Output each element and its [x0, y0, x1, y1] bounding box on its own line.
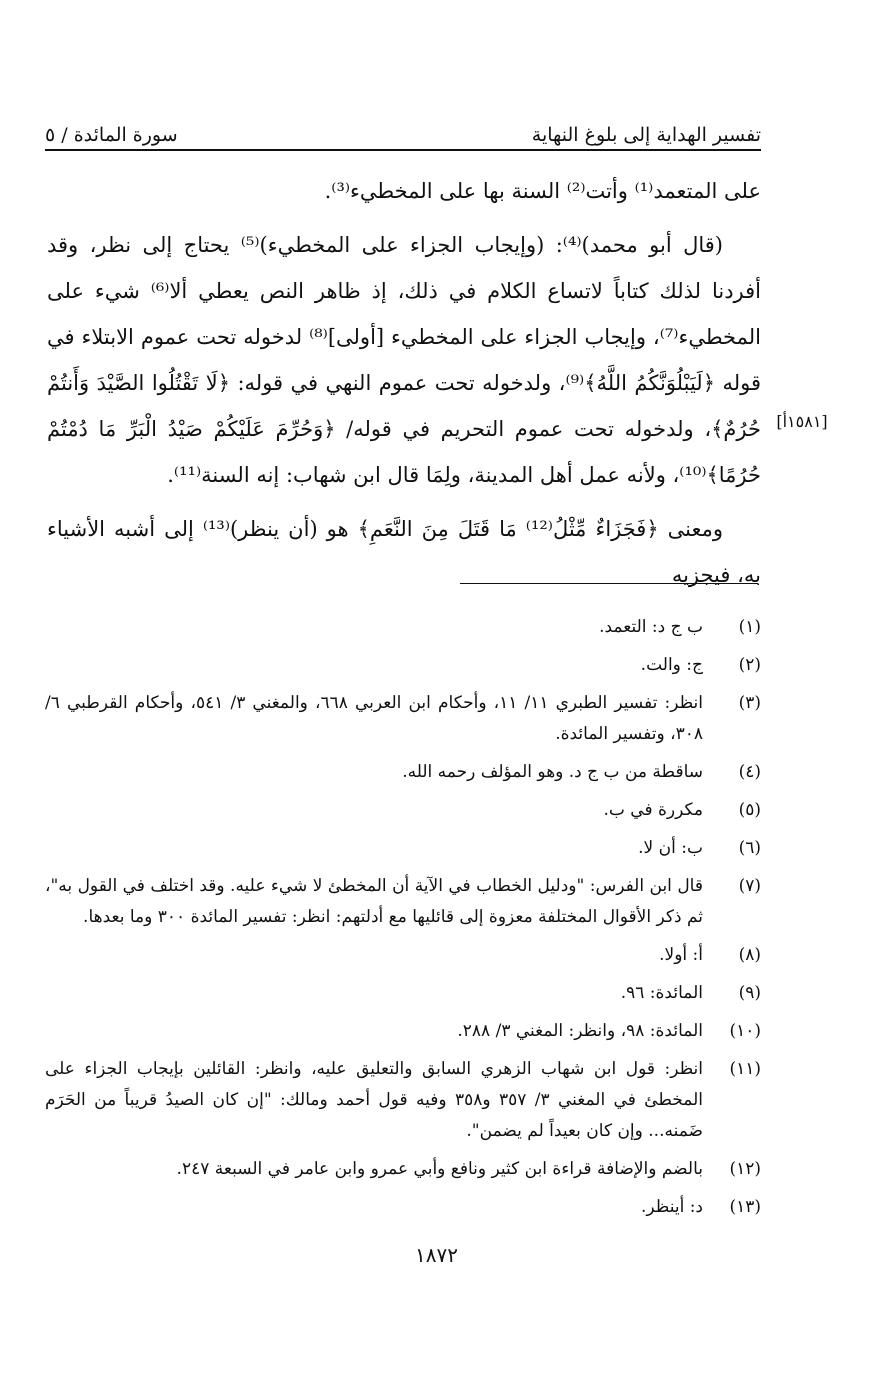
footnotes: [45, 612, 761, 1230]
footnote-number: (٩): [738, 983, 761, 1003]
footnote-number: (٨): [738, 945, 761, 965]
footnote-text: ج: والت.: [640, 655, 703, 675]
footnote-number: (١): [738, 617, 761, 637]
footnote-separator: [460, 583, 758, 584]
footnote: [45, 940, 761, 971]
footnote: [45, 612, 761, 643]
footnote: [45, 1054, 761, 1147]
footnote-text: انظر: قول ابن شهاب الزهري السابق والتعليق عليه، وانظر: القائلين بإيجاب الجزاء على المخطئ في المغني ٣/ ٣٥٧ و٣٥٨ وفيه قول أحمد ومالك: "إن كان الصيدُ قريباً من الحَرَم ضَمنه... وإن كان بعيداً لم يضمن".: [45, 1059, 704, 1141]
footnote-number: (١١): [729, 1059, 761, 1079]
footnote-number: (١٢): [729, 1159, 761, 1179]
footnote-text: المائدة: ٩٦.: [620, 983, 703, 1003]
running-head: [45, 112, 761, 146]
footnote: [45, 1016, 761, 1047]
body-paragraph-1: على المتعمد⁽¹⁾ وأتت⁽²⁾ السنة بها على المخطيء⁽³⁾.: [324, 179, 761, 203]
body-paragraph-3: ومعنى ﴿فَجَزَاءٌ مِّثْلُ⁽¹²⁾ مَا قَتَلَ مِنَ النَّعَمِ﴾ هو (أن ينظر)⁽¹³⁾ إلى أشبه الأشياء به، فيجزيه: [47, 517, 761, 587]
footnote-text: د: أينظر.: [640, 1197, 703, 1217]
footnote-text: ساقطة من ب ج د. وهو المؤلف رحمه الله.: [402, 762, 703, 782]
footnote-text: بالضم والإضافة قراءة ابن كثير ونافع وأبي عمرو وابن عامر في السبعة ٢٤٧.: [176, 1159, 703, 1179]
footnote-text: قال ابن الفرس: "ودليل الخطاب في الآية أن المخطئ لا شيء عليه. وقد اختلف في القول به"، ثم ذكر الأقوال المختلفة معزوة إلى قائليها مع أدلتهم: انظر: تفسير المائدة ٣٠٠ وما بعدها.: [45, 876, 703, 927]
footnote-number: (١٣): [729, 1197, 761, 1217]
footnote-text: انظر: تفسير الطبري ١١/ ١١، وأحكام ابن العربي ٦٦٨، والمغني ٣/ ٥٤١، وأحكام القرطبي ٦/ ٣٠٨، وتفسير المائدة.: [45, 693, 703, 744]
footnote-number: (٦): [738, 838, 761, 858]
footnote: [45, 1192, 761, 1223]
page-number: ١٨٧٢: [415, 1243, 458, 1267]
footnote-number: (٢): [738, 655, 761, 675]
footnote-text: ب ج د: التعمد.: [599, 617, 703, 637]
footnote: [45, 1154, 761, 1185]
footnote: [45, 795, 761, 826]
book-title: تفسير الهداية إلى بلوغ النهاية: [531, 124, 761, 146]
footnote: [45, 871, 761, 933]
footnote: [45, 688, 761, 750]
footnote: [45, 978, 761, 1009]
main-text: [47, 168, 761, 598]
footnote: [45, 833, 761, 864]
body-paragraph-2: (قال أبو محمد)⁽⁴⁾: (وإيجاب الجزاء على المخطيء)⁽⁵⁾ يحتاج إلى نظر، وقد أفردنا لذلك كتاباً لاتساع الكلام في ذلك، إذ ظاهر النص يعطي ألا⁽⁶⁾ شيء على المخطيء⁽⁷⁾، وإيجاب الجزاء على المخطيء [أولى]⁽⁸⁾ لدخوله تحت عموم الابتلاء في قوله ﴿لَيَبْلُوَنَّكُمُ اللَّهُ﴾⁽⁹⁾، ولدخوله تحت عموم النهي في قوله: ﴿لَا تَقْتُلُوا الصَّيْدَ وَأَنتُمْ حُرُمٌ﴾، ولدخوله تحت عموم التحريم في قوله/ ﴿وَحُرِّمَ عَلَيْكُمْ صَيْدُ الْبَرِّ مَا دُمْتُمْ حُرُمًا﴾⁽¹⁰⁾، ولأنه عمل أهل المدينة، ولِمَا قال ابن شهاب: إنه السنة⁽¹¹⁾.: [47, 233, 762, 487]
footnote-number: (٤): [738, 762, 761, 782]
footnote-text: أ: أولا.: [659, 945, 703, 965]
footnote-number: (٧): [738, 876, 761, 896]
footnote-text: ب: أن لا.: [638, 838, 703, 858]
header-rule: [45, 149, 761, 151]
footnote-text: المائدة: ٩٨، وانظر: المغني ٣/ ٢٨٨.: [457, 1021, 703, 1041]
footnote: [45, 650, 761, 681]
footnote-number: (١٠): [729, 1021, 761, 1041]
footnote-text: مكررة في ب.: [603, 800, 703, 820]
footnote-number: (٥): [738, 800, 761, 820]
footnote: [45, 757, 761, 788]
footnote-number: (٣): [738, 693, 761, 713]
surah-label: سورة المائدة / ٥: [45, 124, 178, 146]
margin-folio-note: [١٥٨١أ]: [776, 412, 828, 431]
